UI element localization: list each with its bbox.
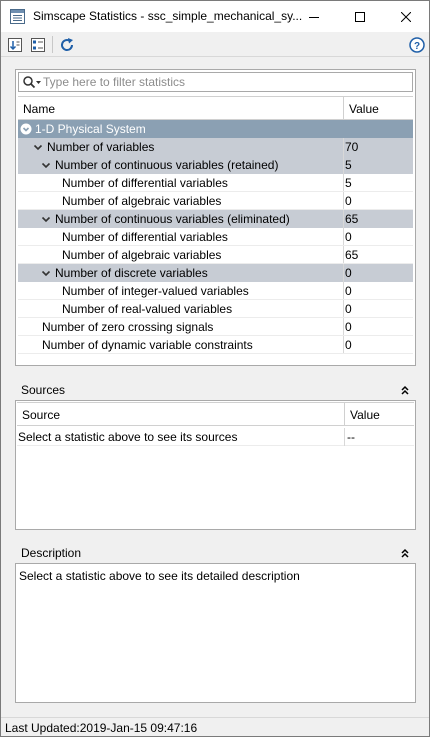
column-header-name[interactable]: Name xyxy=(23,102,56,116)
help-icon xyxy=(409,37,425,53)
statistic-row[interactable] xyxy=(18,246,413,264)
description-title: Description xyxy=(21,546,82,560)
statistic-name: Number of zero crossing signals xyxy=(42,320,214,334)
statistic-name-cell xyxy=(40,266,208,280)
statistic-row[interactable] xyxy=(18,192,413,210)
expand-chevron-icon[interactable] xyxy=(32,141,44,153)
collapse-icon xyxy=(400,385,410,395)
app-icon xyxy=(10,9,25,24)
column-header-source[interactable]: Source xyxy=(22,408,61,422)
statistic-row[interactable] xyxy=(18,336,413,354)
expand-chevron-icon[interactable] xyxy=(40,267,52,279)
statistic-name-cell xyxy=(62,230,228,244)
collapse-icon xyxy=(400,548,410,558)
cell-divider xyxy=(343,174,344,192)
statistic-name-cell xyxy=(62,194,221,208)
statistic-value-cell: 0 xyxy=(345,302,352,316)
statistic-value-cell: 65 xyxy=(345,248,359,262)
statistic-value-cell: 0 xyxy=(345,320,352,334)
cell-divider xyxy=(343,282,344,300)
cell-divider xyxy=(343,228,344,246)
statistic-name: 1-D Physical System xyxy=(35,122,146,136)
cell-divider xyxy=(343,192,344,210)
statistic-row[interactable] xyxy=(18,282,413,300)
last-updated-text: Last Updated:2019-Jan-15 09:47:16 xyxy=(5,721,198,735)
statistic-row[interactable] xyxy=(18,300,413,318)
sources-panel xyxy=(15,400,416,530)
source-cell: Select a statistic above to see its sources xyxy=(18,430,238,444)
column-header-value[interactable]: Value xyxy=(350,408,380,422)
cell-divider xyxy=(343,210,344,228)
column-divider[interactable] xyxy=(344,403,345,426)
sort-icon xyxy=(7,37,23,53)
statistic-name-cell xyxy=(32,140,154,154)
expand-chevron-icon[interactable] xyxy=(40,213,52,225)
refresh-icon xyxy=(59,37,75,53)
statistic-name-cell xyxy=(62,176,228,190)
help-button[interactable] xyxy=(407,35,427,54)
statistic-value-cell: 5 xyxy=(345,158,352,172)
statistic-name: Number of differential variables xyxy=(62,230,228,244)
statistic-row[interactable] xyxy=(18,264,413,282)
maximize-button[interactable] xyxy=(337,1,383,32)
statistic-value-cell: 5 xyxy=(345,176,352,190)
cell-divider xyxy=(343,156,344,174)
source-row[interactable] xyxy=(17,428,414,446)
statistic-value-cell: 70 xyxy=(345,140,359,154)
svg-text:?: ? xyxy=(413,40,421,52)
statistics-panel xyxy=(15,69,416,366)
source-value-cell: -- xyxy=(347,430,355,444)
cell-divider xyxy=(343,336,344,354)
toolbar-separator xyxy=(52,36,53,53)
column-divider[interactable] xyxy=(343,97,344,120)
statistic-name: Number of algebraic variables xyxy=(62,194,222,208)
minimize-button[interactable] xyxy=(291,1,337,32)
cell-divider xyxy=(343,300,344,318)
cell-divider xyxy=(343,264,344,282)
statistic-name: Number of real-valued variables xyxy=(62,302,233,316)
close-icon xyxy=(401,12,411,22)
title-bar[interactable] xyxy=(1,1,429,32)
statistic-value-cell: 0 xyxy=(345,230,352,244)
statistic-name: Number of integer-valued variables xyxy=(62,284,249,298)
sources-header xyxy=(15,381,416,399)
statistic-row[interactable] xyxy=(18,318,413,336)
sort-button[interactable] xyxy=(5,35,25,54)
statistic-row[interactable] xyxy=(18,174,413,192)
statistic-value-cell: 65 xyxy=(345,212,359,226)
search-dropdown-icon[interactable] xyxy=(22,75,42,92)
status-bar xyxy=(1,717,429,736)
close-button[interactable] xyxy=(383,1,429,32)
statistic-value-cell: 0 xyxy=(345,266,352,280)
description-text: Select a statistic above to see its detailed description xyxy=(19,569,300,583)
description-panel xyxy=(15,563,416,703)
statistic-name-cell xyxy=(62,248,221,262)
filter-box[interactable] xyxy=(18,72,413,92)
statistic-row[interactable] xyxy=(18,138,413,156)
cell-divider xyxy=(343,246,344,264)
cell-divider xyxy=(343,120,344,138)
statistic-name-cell xyxy=(62,302,232,316)
column-header-value[interactable]: Value xyxy=(349,102,379,116)
cell-divider xyxy=(343,318,344,336)
statistic-name: Number of continuous variables (retained) xyxy=(55,158,279,172)
sources-title: Sources xyxy=(21,383,66,397)
collapse-description-button[interactable] xyxy=(400,547,410,561)
tree-root-row[interactable] xyxy=(18,120,413,138)
statistic-name: Number of algebraic variables xyxy=(62,248,222,262)
statistic-name: Number of differential variables xyxy=(62,176,228,190)
statistic-name: Number of continuous variables (eliminated) xyxy=(55,212,290,226)
statistic-name: Number of variables xyxy=(47,140,155,154)
filter-input[interactable] xyxy=(43,74,403,90)
statistic-name-cell xyxy=(42,338,253,352)
statistic-value-cell: 0 xyxy=(345,194,352,208)
cell-divider xyxy=(344,428,345,446)
statistic-row[interactable] xyxy=(18,210,413,228)
row-separator xyxy=(18,353,413,354)
sources-table-header xyxy=(17,402,414,426)
expand-chevron-icon[interactable] xyxy=(20,123,32,135)
maximize-icon xyxy=(355,12,365,22)
statistic-row[interactable] xyxy=(18,156,413,174)
expand-all-icon xyxy=(30,37,46,53)
refresh-button[interactable] xyxy=(57,35,77,54)
minimize-icon xyxy=(309,12,319,22)
expand-chevron-icon[interactable] xyxy=(40,159,52,171)
statistic-value-cell: 0 xyxy=(345,284,352,298)
expand-all-button[interactable] xyxy=(28,35,48,54)
statistic-name-cell xyxy=(42,320,213,334)
statistic-name-cell xyxy=(40,158,278,172)
statistic-name-cell xyxy=(20,122,146,136)
statistic-row[interactable] xyxy=(18,228,413,246)
description-header xyxy=(15,544,416,562)
statistic-name: Number of discrete variables xyxy=(55,266,208,280)
window-title: Simscape Statistics - ssc_simple_mechanical_sy... xyxy=(33,9,303,23)
statistic-name-cell xyxy=(62,284,249,298)
statistic-value-cell: 0 xyxy=(345,338,352,352)
statistic-name: Number of dynamic variable constraints xyxy=(42,338,253,352)
cell-divider xyxy=(343,138,344,156)
statistic-name-cell xyxy=(40,212,290,226)
toolbar xyxy=(1,32,429,57)
collapse-sources-button[interactable] xyxy=(400,384,410,398)
statistics-table-header xyxy=(18,96,413,120)
